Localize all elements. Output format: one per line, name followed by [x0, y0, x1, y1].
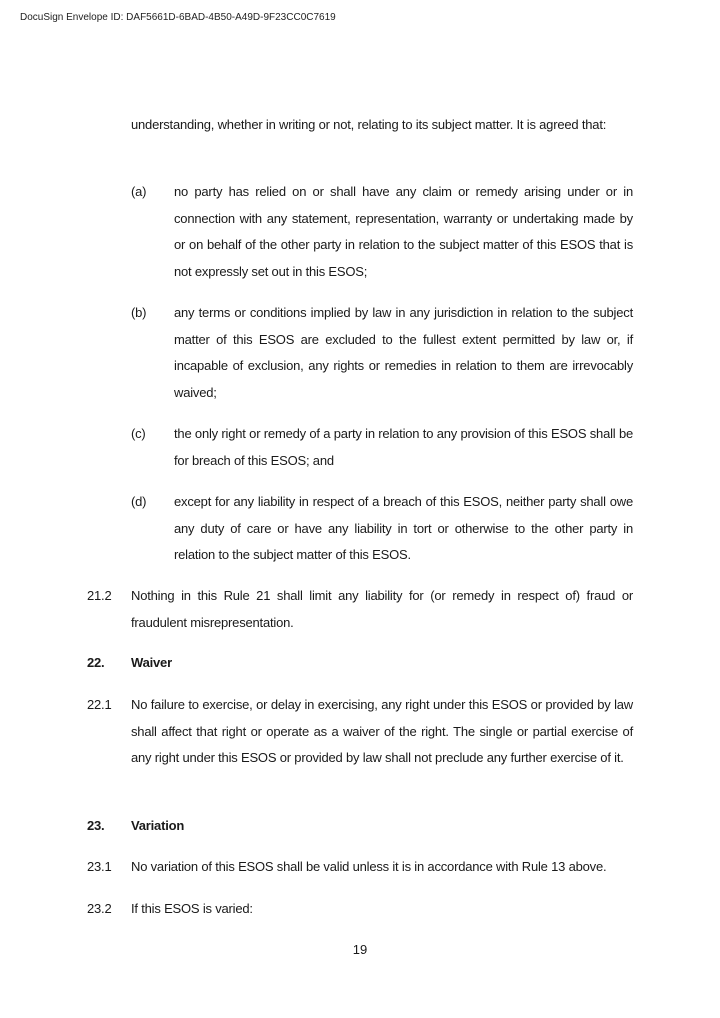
envelope-id: DocuSign Envelope ID: DAF5661D-6BAD-4B50-A49D-9F23CC0C7619: [20, 12, 336, 23]
subclause-text: except for any liability in respect of a breach of this ESOS, neither party shall owe any duty of care or have any liability in tort or otherwise to the other party in relation to the subject matter of this ESOS.: [174, 494, 633, 562]
intro-paragraph: understanding, whether in writing or not, relating to its subject matter. It is agreed that:: [131, 117, 607, 132]
clause-text: No failure to exercise, or delay in exercising, any right under this ESOS or provided by law shall affect that right or operate as a waiver of the right. The single or partial exercise of any right under this ESOS or provided by law shall not preclude any further exercise of it.: [131, 697, 633, 765]
subclause-text: no party has relied on or shall have any claim or remedy arising under or in connection with any statement, representation, warranty or undertaking made by or on behalf of the other party in relation to the subject matter of this ESOS that is not expressly set out in this ESOS;: [174, 184, 633, 279]
page-number: 19: [352, 942, 368, 957]
section-heading: Variation: [131, 818, 185, 833]
clause-text: Nothing in this Rule 21 shall limit any liability for (or remedy in respect of) fraud or fraudulent misrepresentation.: [131, 588, 633, 630]
clause-text: No variation of this ESOS shall be valid unless it is in accordance with Rule 13 above.: [131, 859, 607, 874]
clause-number: 23.2: [87, 901, 112, 916]
clause-number: 21.2: [87, 588, 112, 603]
subclause-text: any terms or conditions implied by law in any jurisdiction in relation to the subject matter of this ESOS are excluded to the fullest extent permitted by law or, if incapable of exclusion, any rights or remedies in relation to them are irrevocably waived;: [174, 305, 633, 400]
subclause-label: (c): [131, 426, 146, 441]
clause-number: 22.1: [87, 697, 112, 712]
section-number: 23.: [87, 818, 105, 833]
section-number: 22.: [87, 655, 105, 670]
clause-text: If this ESOS is varied:: [131, 901, 253, 916]
subclause-label: (a): [131, 184, 147, 199]
clause-number: 23.1: [87, 859, 112, 874]
subclause-label: (b): [131, 305, 147, 320]
section-heading: Waiver: [131, 655, 172, 670]
subclause-label: (d): [131, 494, 147, 509]
subclause-text: the only right or remedy of a party in relation to any provision of this ESOS shall be for breach of this ESOS; and: [174, 426, 633, 468]
